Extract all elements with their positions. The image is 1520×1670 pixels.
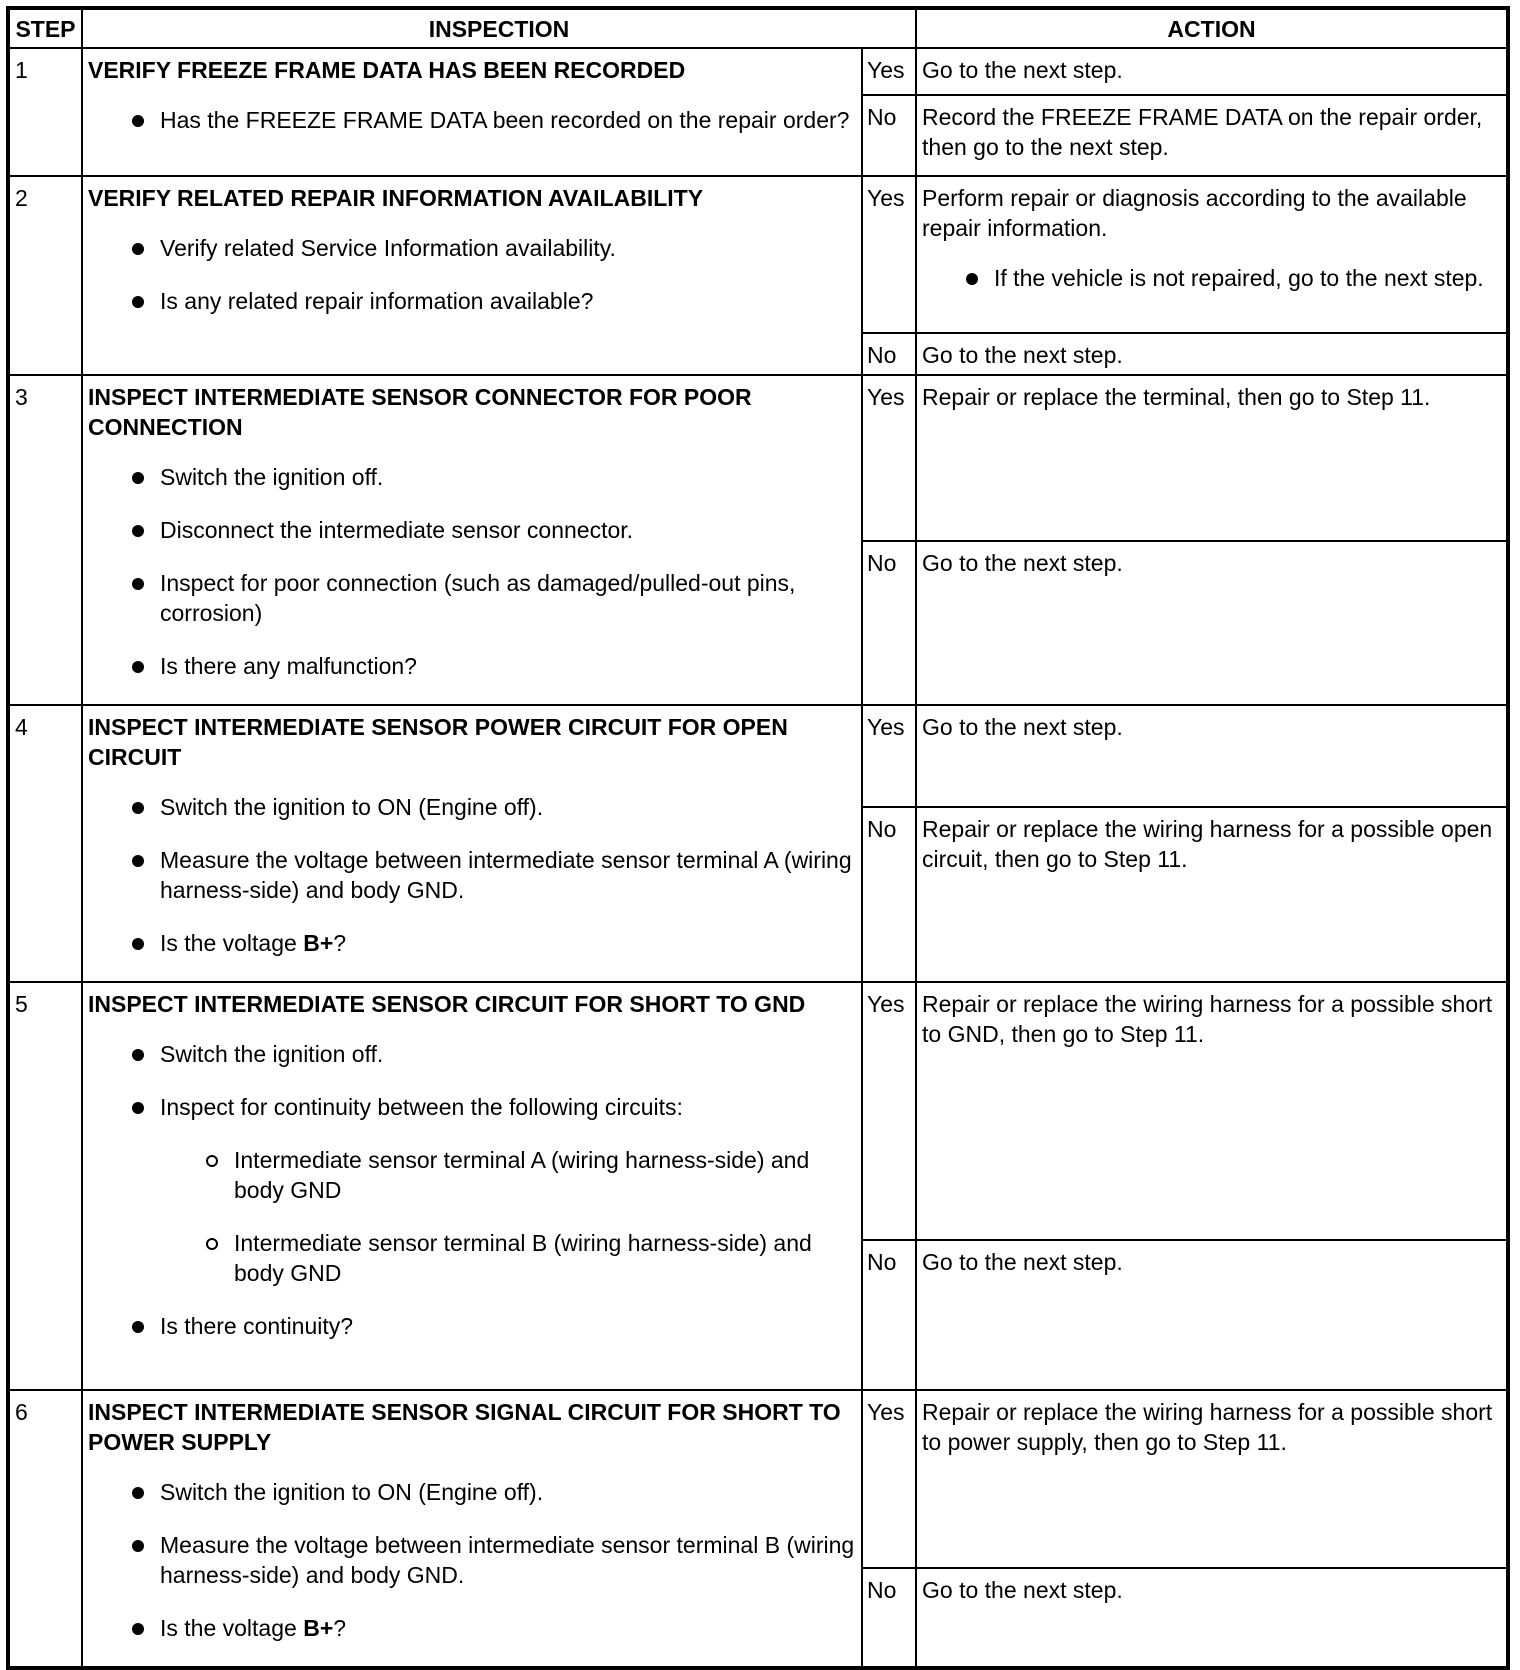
inspection-cell <box>82 982 862 1390</box>
bullet-item <box>88 651 856 681</box>
yes-action <box>916 48 1508 95</box>
inspection-title: INSPECT INTERMEDIATE SENSOR SIGNAL CIRCUIT FOR SHORT TO POWER SUPPLY <box>88 1399 841 1455</box>
inspection-title: INSPECT INTERMEDIATE SENSOR CIRCUIT FOR SHORT TO GND <box>88 991 806 1017</box>
bullet-text: Inspect for poor connection (such as damaged/pulled-out pins, corrosion) <box>160 570 796 626</box>
step-number: 2 <box>8 176 82 375</box>
bullet-text: Has the FREEZE FRAME DATA been recorded on the repair order? <box>160 107 850 133</box>
step-number: 3 <box>8 375 82 705</box>
yes-action-text: Repair or replace the wiring harness for a possible short to GND, then go to Step 11. <box>922 991 1493 1047</box>
step-number: 4 <box>8 705 82 982</box>
bullet-item <box>88 792 856 822</box>
bullet-item <box>88 1530 856 1590</box>
bullet-item <box>88 233 856 263</box>
header-inspection: INSPECTION <box>82 8 916 48</box>
bullet-text-after: ? <box>333 1615 347 1641</box>
bullet-item <box>88 515 856 545</box>
yes-label: Yes <box>862 375 916 541</box>
no-label: No <box>862 541 916 706</box>
bullet-item <box>88 1039 856 1069</box>
inspection-title: INSPECT INTERMEDIATE SENSOR POWER CIRCUIT FOR OPEN CIRCUIT <box>88 714 788 770</box>
bullet-text: Intermediate sensor terminal A (wiring harness-side) and body GND <box>234 1147 810 1203</box>
bold-value: B+ <box>303 930 334 956</box>
inspection-bullets <box>88 233 856 316</box>
bullet-text: Measure the voltage between intermediate sensor terminal A (wiring harness-side) and body GND. <box>160 847 852 903</box>
inspection-cell <box>82 705 862 982</box>
header-row <box>8 8 1508 48</box>
step-row-yes <box>8 176 1508 333</box>
bullet-text: Switch the ignition to ON (Engine off). <box>160 1479 544 1505</box>
yes-label: Yes <box>862 705 916 807</box>
step-row-yes <box>8 1390 1508 1568</box>
step-row-yes <box>8 375 1508 541</box>
no-action: Go to the next step. <box>916 333 1508 375</box>
yes-action <box>916 176 1508 333</box>
no-label: No <box>862 807 916 982</box>
bullet-item <box>88 1092 856 1122</box>
step-number: 5 <box>8 982 82 1390</box>
yes-action <box>916 1390 1508 1568</box>
bullet-item <box>88 1613 856 1643</box>
bold-value: B+ <box>303 1615 334 1641</box>
no-label: No <box>862 1240 916 1390</box>
yes-action-text: Perform repair or diagnosis according to the available repair information. <box>922 185 1467 241</box>
action-bullets <box>922 263 1501 293</box>
bullet-text: Intermediate sensor terminal B (wiring harness-side) and body GND <box>234 1230 812 1286</box>
no-label: No <box>862 333 916 375</box>
bullet-text: Is the voltage <box>160 930 304 956</box>
bullet-text: Is there continuity? <box>160 1313 354 1339</box>
step-number: 6 <box>8 1390 82 1668</box>
inspection-bullets <box>88 1477 856 1643</box>
bullet-text: Switch the ignition to ON (Engine off). <box>160 794 544 820</box>
inspection-bullets <box>88 1039 856 1341</box>
bullet-item <box>88 105 856 135</box>
diagnostic-procedure-table <box>6 6 1510 1670</box>
action-bullet-item: If the vehicle is not repaired, go to the next step. <box>922 263 1501 293</box>
yes-label: Yes <box>862 48 916 95</box>
bullet-text: Switch the ignition off. <box>160 1041 384 1067</box>
bullet-text: Switch the ignition off. <box>160 464 384 490</box>
bullet-item <box>88 928 856 958</box>
no-action: Record the FREEZE FRAME DATA on the repair order, then go to the next step. <box>916 95 1508 176</box>
yes-action <box>916 705 1508 807</box>
inspection-title: VERIFY FREEZE FRAME DATA HAS BEEN RECORDED <box>88 57 686 83</box>
bullet-item <box>88 462 856 492</box>
yes-action-text: Go to the next step. <box>922 714 1123 740</box>
yes-action <box>916 982 1508 1240</box>
yes-label: Yes <box>862 982 916 1240</box>
inspection-title: VERIFY RELATED REPAIR INFORMATION AVAILABILITY <box>88 185 704 211</box>
yes-action <box>916 375 1508 541</box>
bullet-text: Inspect for continuity between the following circuits: <box>160 1094 683 1120</box>
yes-label: Yes <box>862 1390 916 1568</box>
bullet-text: Is the voltage <box>160 1615 304 1641</box>
inspection-cell <box>82 375 862 705</box>
bullet-text: Verify related Service Information availability. <box>160 235 616 261</box>
no-label: No <box>862 95 916 176</box>
no-label: No <box>862 1568 916 1668</box>
inspection-title: INSPECT INTERMEDIATE SENSOR CONNECTOR FOR POOR CONNECTION <box>88 384 752 440</box>
inspection-cell <box>82 1390 862 1668</box>
no-action: Go to the next step. <box>916 1240 1508 1390</box>
bullet-text: Is any related repair information available? <box>160 288 594 314</box>
no-action: Repair or replace the wiring harness for a possible open circuit, then go to Step 11. <box>916 807 1508 982</box>
inspection-cell <box>82 176 862 375</box>
step-row-yes <box>8 705 1508 807</box>
step-number: 1 <box>8 48 82 176</box>
step-row-yes <box>8 982 1508 1240</box>
sub-bullet-item <box>88 1145 856 1205</box>
bullet-text-after: ? <box>333 930 347 956</box>
yes-label: Yes <box>862 176 916 333</box>
yes-action-text: Repair or replace the wiring harness for a possible short to power supply, then go to Step 11. <box>922 1399 1493 1455</box>
inspection-bullets <box>88 792 856 958</box>
bullet-text: Is there any malfunction? <box>160 653 417 679</box>
header-step: STEP <box>8 8 82 48</box>
step-row-yes <box>8 48 1508 95</box>
header-action: ACTION <box>916 8 1508 48</box>
bullet-item <box>88 845 856 905</box>
yes-action-text: Repair or replace the terminal, then go to Step 11. <box>922 384 1431 410</box>
yes-action-text: Go to the next step. <box>922 57 1123 83</box>
inspection-cell <box>82 48 862 176</box>
bullet-item <box>88 568 856 628</box>
bullet-item <box>88 1477 856 1507</box>
sub-bullet-item <box>88 1228 856 1288</box>
no-action: Go to the next step. <box>916 1568 1508 1668</box>
bullet-text: Disconnect the intermediate sensor connector. <box>160 517 634 543</box>
inspection-bullets <box>88 105 856 135</box>
bullet-text: Measure the voltage between intermediate sensor terminal B (wiring harness-side) and body GND. <box>160 1532 855 1588</box>
bullet-item <box>88 286 856 316</box>
no-action: Go to the next step. <box>916 541 1508 706</box>
bullet-item <box>88 1311 856 1341</box>
inspection-bullets <box>88 462 856 681</box>
